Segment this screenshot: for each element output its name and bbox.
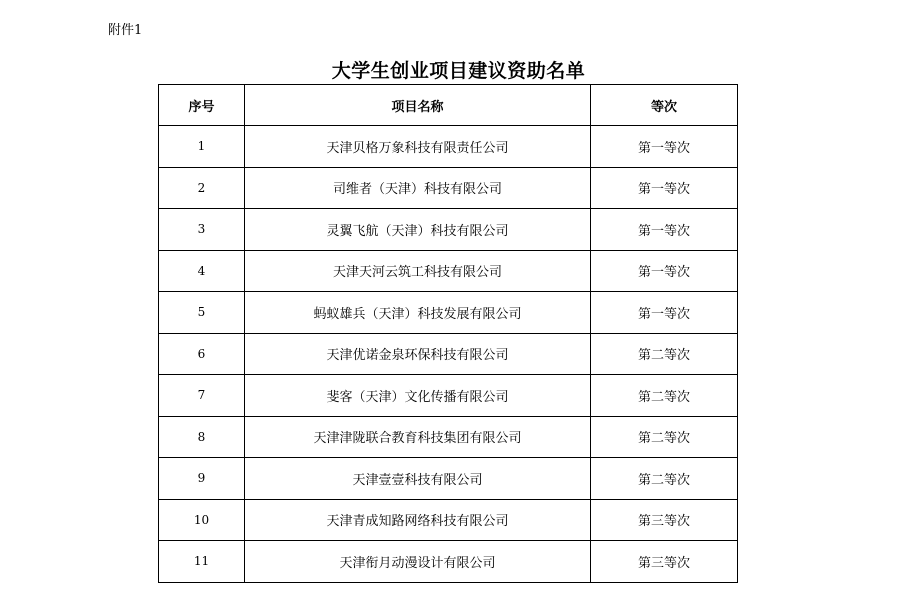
funding-list-table — [158, 84, 738, 583]
row-grade: 第三等次 — [591, 499, 738, 541]
row-grade: 第一等次 — [591, 209, 738, 251]
row-index: 6 — [159, 333, 245, 375]
table-row — [159, 126, 738, 168]
row-grade: 第一等次 — [591, 250, 738, 292]
row-index: 9 — [159, 458, 245, 500]
table-row — [159, 250, 738, 292]
document-title: 大学生创业项目建议资助名单 — [331, 60, 586, 82]
table-header-row — [159, 85, 738, 126]
row-grade: 第三等次 — [591, 541, 738, 583]
row-project-name: 天津天河云筑工科技有限公司 — [245, 250, 591, 292]
row-project-name: 天津青成知路网络科技有限公司 — [245, 499, 591, 541]
row-index: 7 — [159, 375, 245, 417]
row-grade: 第一等次 — [591, 292, 738, 334]
row-index: 1 — [159, 126, 245, 168]
row-index: 2 — [159, 167, 245, 209]
row-project-name: 天津壹壹科技有限公司 — [245, 458, 591, 500]
row-index: 11 — [159, 541, 245, 583]
table-row — [159, 333, 738, 375]
row-grade: 第二等次 — [591, 375, 738, 417]
header-grade: 等次 — [591, 85, 738, 126]
row-project-name: 司维者（天津）科技有限公司 — [245, 167, 591, 209]
row-index: 3 — [159, 209, 245, 251]
row-grade: 第二等次 — [591, 458, 738, 500]
row-index: 10 — [159, 499, 245, 541]
table-row — [159, 416, 738, 458]
row-project-name: 灵翼飞航（天津）科技有限公司 — [245, 209, 591, 251]
row-grade: 第二等次 — [591, 416, 738, 458]
header-project-name: 项目名称 — [245, 85, 591, 126]
table-row — [159, 209, 738, 251]
row-index: 5 — [159, 292, 245, 334]
table-row — [159, 541, 738, 583]
table-row — [159, 499, 738, 541]
row-grade: 第一等次 — [591, 126, 738, 168]
table-row — [159, 167, 738, 209]
row-index: 4 — [159, 250, 245, 292]
attachment-label: 附件1 — [108, 23, 143, 38]
row-grade: 第二等次 — [591, 333, 738, 375]
row-project-name: 天津优诺金泉环保科技有限公司 — [245, 333, 591, 375]
row-project-name: 天津津陇联合教育科技集团有限公司 — [245, 416, 591, 458]
row-project-name: 天津贝格万象科技有限责任公司 — [245, 126, 591, 168]
table-row — [159, 458, 738, 500]
row-grade: 第一等次 — [591, 167, 738, 209]
header-index: 序号 — [159, 85, 245, 126]
row-project-name: 蚂蚁雄兵（天津）科技发展有限公司 — [245, 292, 591, 334]
row-project-name: 天津衔月动漫设计有限公司 — [245, 541, 591, 583]
table-row — [159, 292, 738, 334]
row-index: 8 — [159, 416, 245, 458]
table-row — [159, 375, 738, 417]
row-project-name: 斐客（天津）文化传播有限公司 — [245, 375, 591, 417]
